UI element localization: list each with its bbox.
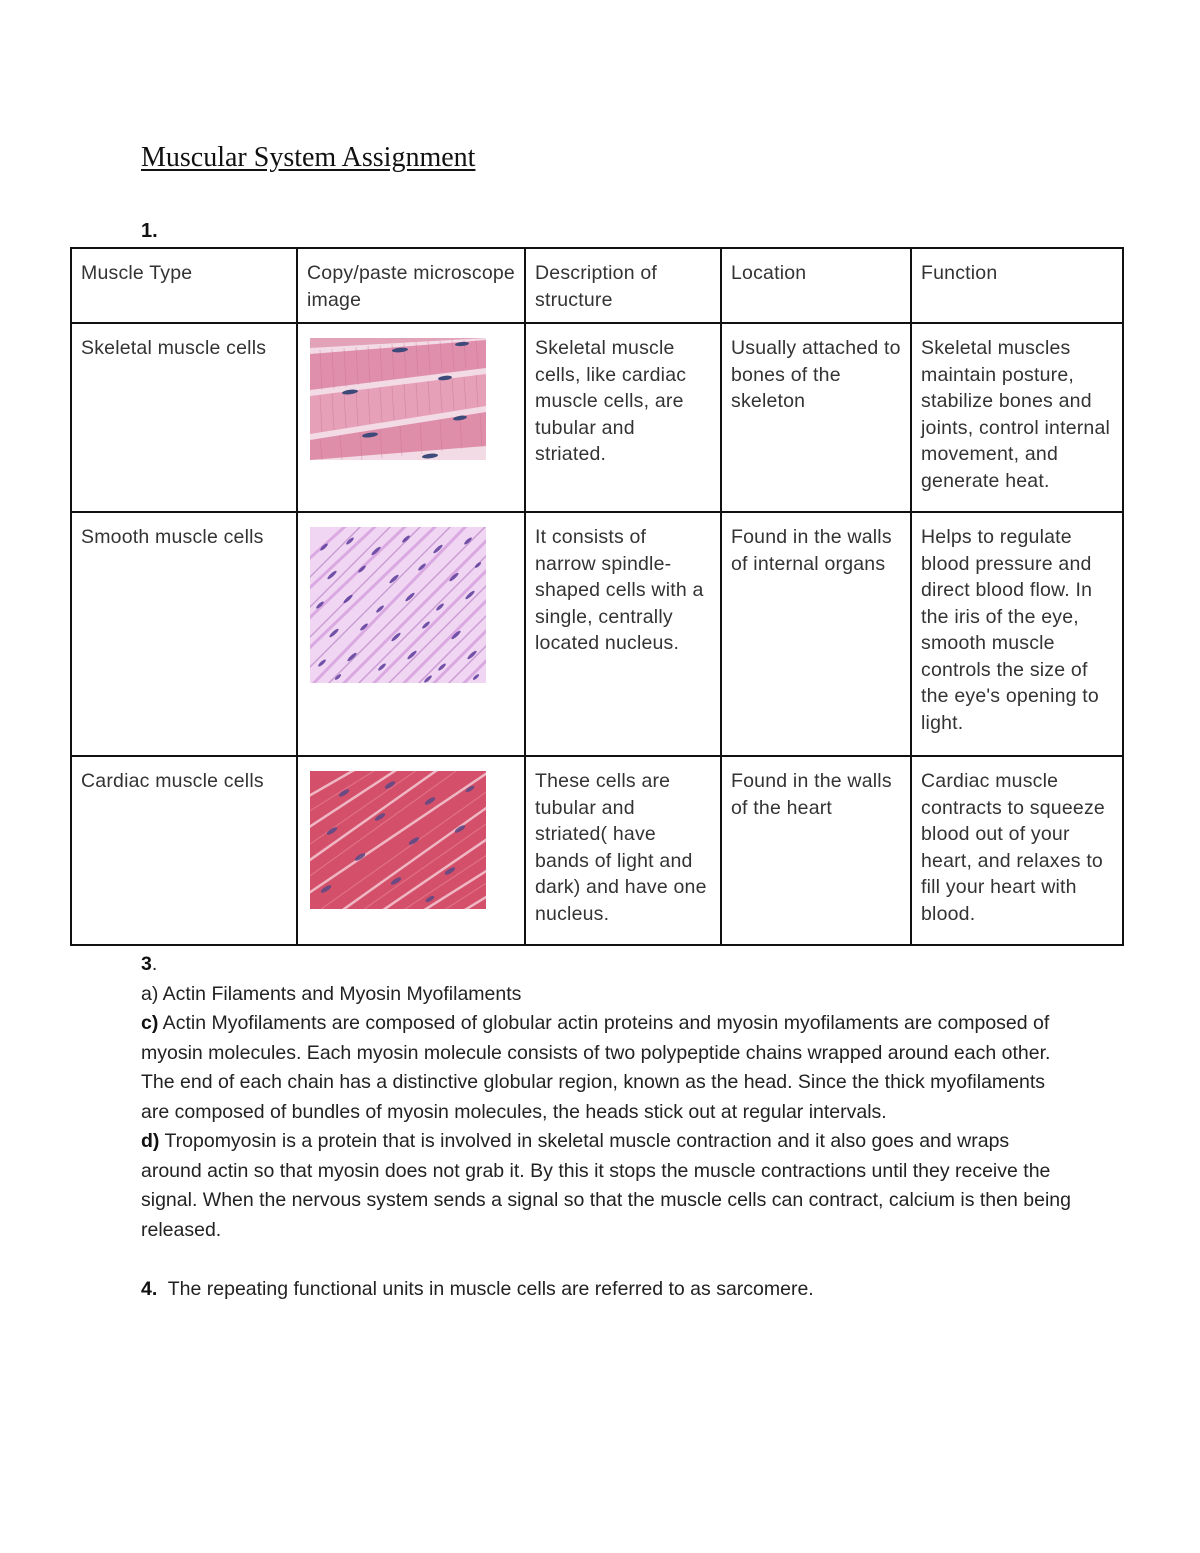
answer-4 — [141, 1275, 1071, 1305]
function-cell: Cardiac muscle contracts to squeeze blood out of your heart, and relaxes to fill your heart with blood. — [911, 756, 1123, 945]
header-muscle-type: Muscle Type — [71, 248, 297, 323]
skeletal-muscle-micrograph — [310, 338, 486, 460]
answer-4-text: The repeating functional units in muscle cells are referred to as sarcomere. — [157, 1278, 814, 1300]
image-cell — [297, 512, 525, 756]
question-1-label: 1. — [141, 220, 158, 242]
header-location: Location — [721, 248, 911, 323]
table-row — [71, 323, 1123, 512]
answer-3d-label: d) — [141, 1130, 160, 1152]
muscle-type-cell: Smooth muscle cells — [71, 512, 297, 756]
cardiac-muscle-micrograph — [310, 771, 486, 909]
muscle-type-cell: Cardiac muscle cells — [71, 756, 297, 945]
answer-3a: a) Actin Filaments and Myosin Myofilaments — [141, 982, 522, 1005]
answer-4-label: 4. — [141, 1278, 158, 1300]
image-cell — [297, 756, 525, 945]
description-cell: It consists of narrow spindle-shaped cells with a single, centrally located nucleus. — [525, 512, 721, 756]
description-cell: Skeletal muscle cells, like cardiac muscle cells, are tubular and striated. — [525, 323, 721, 512]
location-cell: Usually attached to bones of the skeleton — [721, 323, 911, 512]
page-title: Muscular System Assignment — [141, 142, 476, 173]
answer-3d — [141, 1127, 1071, 1245]
muscle-type-cell: Skeletal muscle cells — [71, 323, 297, 512]
header-function: Function — [911, 248, 1123, 323]
answer-3c-label: c) — [141, 1012, 159, 1034]
table-row — [71, 512, 1123, 756]
table-row — [71, 756, 1123, 945]
smooth-muscle-micrograph — [310, 527, 486, 683]
function-cell: Skeletal muscles maintain posture, stabilize bones and joints, control internal movement, and generate heat. — [911, 323, 1123, 512]
location-cell: Found in the walls of internal organs — [721, 512, 911, 756]
answer-3c-text: Actin Myofilaments are composed of globular actin proteins and myosin myofilaments are composed of myosin molecules. Each myosin molecule consists of two polypeptide chains wrapped around each other. The end of each chain has a distinctive globular region, known as the head. Since the thick myofilaments are composed of bundles of myosin molecules, the heads stick out at regular intervals. — [141, 1012, 1051, 1123]
question-3-label: 3. — [141, 953, 158, 975]
header-microscope-image: Copy/paste microscope image — [297, 248, 525, 323]
header-description: Description of structure — [525, 248, 721, 323]
location-cell: Found in the walls of the heart — [721, 756, 911, 945]
table-header-row — [71, 248, 1123, 323]
image-cell — [297, 323, 525, 512]
function-cell: Helps to regulate blood pressure and direct blood flow. In the iris of the eye, smooth muscle controls the size of the eye's opening to light. — [911, 512, 1123, 756]
muscle-types-table — [70, 247, 1124, 946]
answer-3c — [141, 1009, 1071, 1127]
description-cell: These cells are tubular and striated( have bands of light and dark) and have one nucleus. — [525, 756, 721, 945]
answer-3d-text: Tropomyosin is a protein that is involved in skeletal muscle contraction and it also goes and wraps around actin so that myosin does not grab it. By this it stops the muscle contractions until they receive the signal. When the nervous system sends a signal so that the muscle cells can contract, calcium is then being released. — [141, 1130, 1071, 1241]
answers-section — [141, 950, 1071, 1305]
